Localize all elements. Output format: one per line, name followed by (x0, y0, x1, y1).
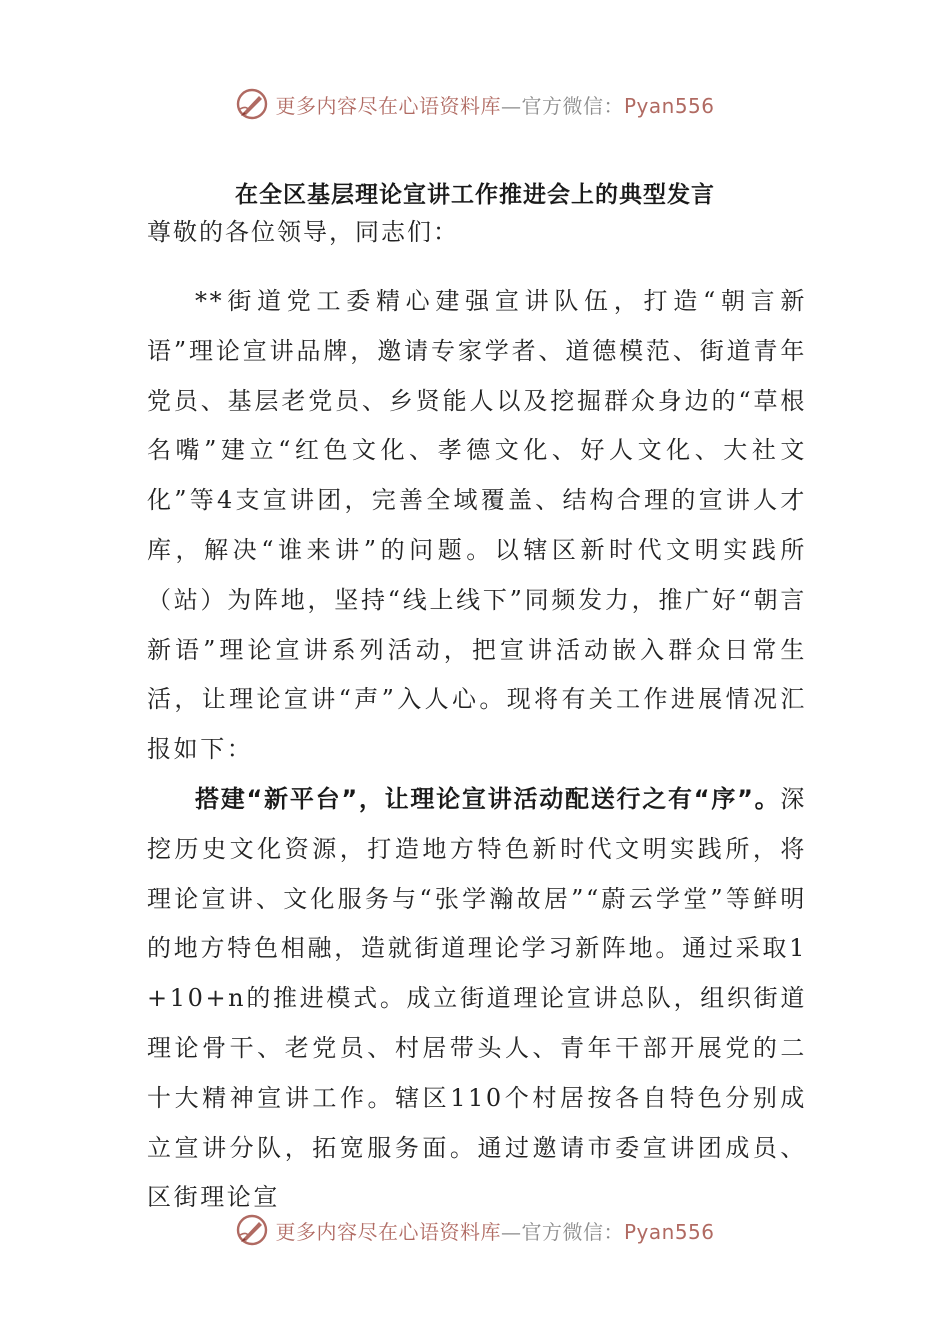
header-brand-text: 更多内容尽在心语资料库 (275, 93, 501, 118)
salutation: 尊敬的各位领导，同志们： (147, 218, 459, 246)
header-banner (0, 84, 950, 124)
footer-separator: — (500, 1219, 522, 1244)
paragraph-platform-heading: 搭建“新平台”，让理论宣讲活动配送行之有“序”。 (195, 784, 781, 813)
footer-brand-text: 更多内容尽在心语资料库 (275, 1219, 501, 1244)
paragraph-platform (147, 775, 807, 1223)
header-wechat-id: Pyan556 (623, 93, 715, 118)
footer-banner (0, 1210, 950, 1250)
pen-writing-icon (235, 87, 269, 121)
footer-wechat-id: Pyan556 (623, 1219, 715, 1244)
header-wechat-label: 官方微信： (521, 93, 624, 118)
footer-wechat-label: 官方微信： (521, 1219, 624, 1244)
pen-writing-icon (235, 1213, 269, 1247)
header-banner-text (275, 90, 714, 119)
header-separator: — (500, 93, 522, 118)
footer-banner-text (275, 1216, 714, 1245)
paragraph-platform-body: 深挖历史文化资源，打造地方特色新时代文明实践所，将理论宣讲、文化服务与“张学瀚故居”“蔚云学堂”等鲜明的地方特色相融，造就街道理论学习新阵地。通过采取1+10+n的推进模式。成立街道理论宣讲总队，组织街道理论骨干、老党员、村居带头人、青年干部开展党的二十大精神宣讲工作。辖区110个村居按各自特色分别成立宣讲分队，拓宽服务面。通过邀请市委宣讲团成员、区街理论宣 (147, 784, 807, 1212)
paragraph-intro: **街道党工委精心建强宣讲队伍，打造“朝言新语”理论宣讲品牌，邀请专家学者、道德模范、街道青年党员、基层老党员、乡贤能人以及挖掘群众身边的“草根名嘴”建立“红色文化、孝德文化、好人文化、大社文化”等4支宣讲团，完善全域覆盖、结构合理的宣讲人才库，解决“谁来讲”的问题。以辖区新时代文明实践所（站）为阵地，坚持“线上线下”同频发力，推广好“朝言新语”理论宣讲系列活动，把宣讲活动嵌入群众日常生活，让理论宣讲“声”入人心。现将有关工作进展情况汇报如下： (147, 287, 807, 764)
document-title: 在全区基层理论宣讲工作推进会上的典型发言 (235, 182, 715, 208)
document-body (147, 207, 807, 1223)
